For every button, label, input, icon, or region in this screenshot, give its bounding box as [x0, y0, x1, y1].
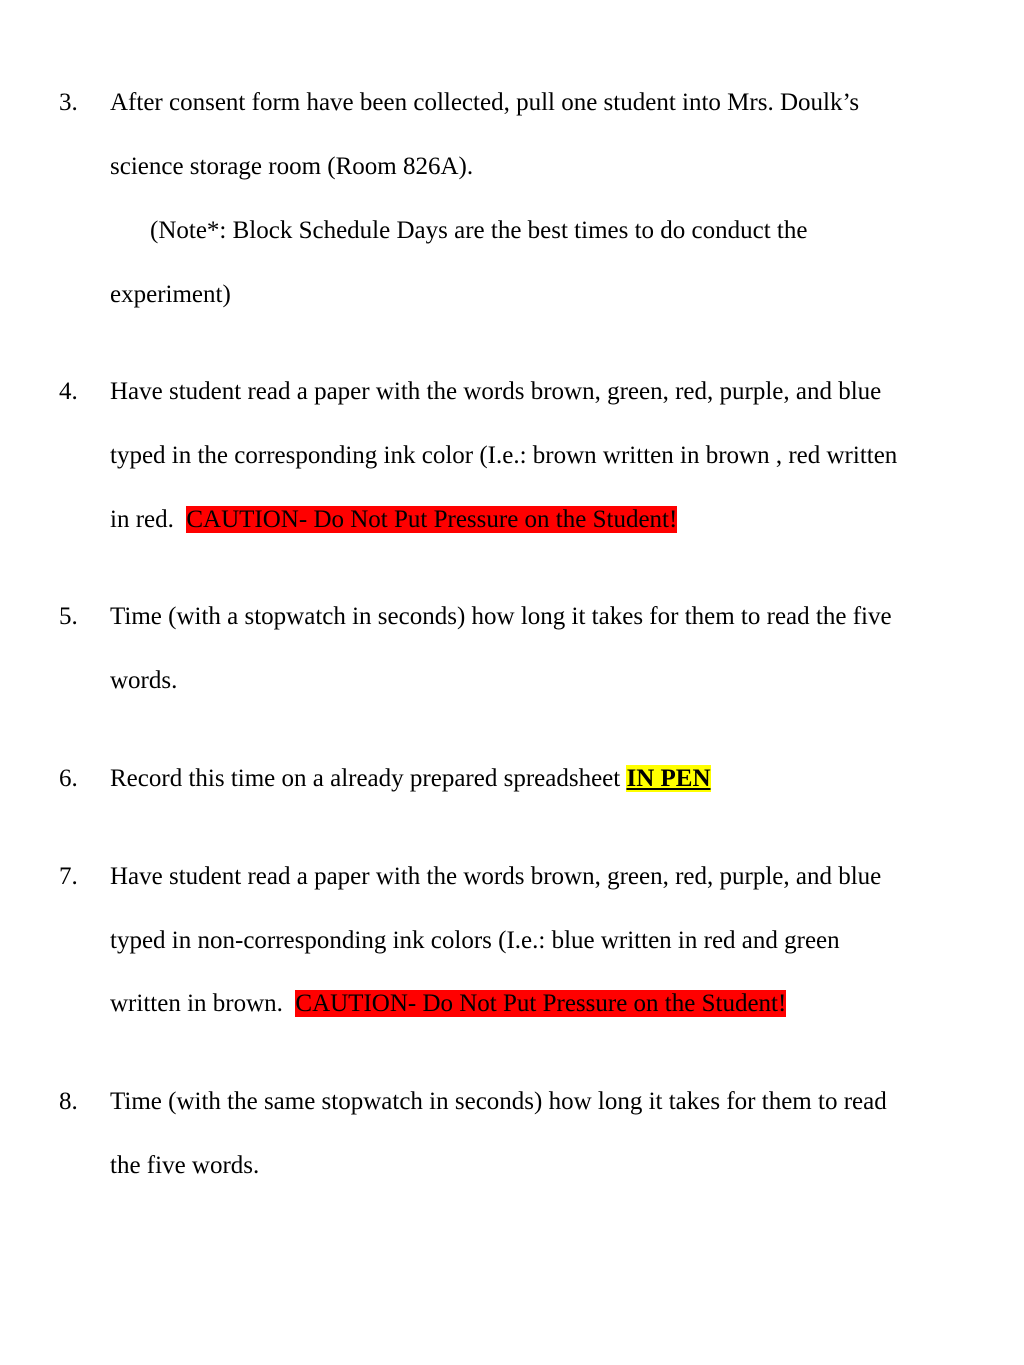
item-text-line: Time (with a stopwatch in seconds) how long it takes for them to read the five [110, 603, 892, 630]
item-text-line-with-emphasis [110, 764, 711, 794]
note-text-line: experiment) [110, 281, 231, 308]
item-text-line: typed in the corresponding ink color (I.e.: brown written in brown , red written [110, 442, 898, 469]
item-text-line-with-caution [110, 505, 677, 535]
caution-highlight: CAUTION- Do Not Put Pressure on the Student! [186, 506, 678, 533]
item-text: written in brown. [110, 990, 283, 1017]
item-text-line: Time (with the same stopwatch in seconds) how long it takes for them to read [110, 1088, 887, 1115]
in-pen-highlight: IN PEN [626, 765, 711, 792]
item-number: 5. [59, 603, 78, 630]
item-text-line: After consent form have been collected, pull one student into Mrs. Doulk’s [110, 89, 860, 116]
item-number: 6. [59, 765, 78, 792]
item-number: 3. [59, 89, 78, 116]
item-text-line-with-caution [110, 989, 786, 1019]
item-text-line: science storage room (Room 826A). [110, 153, 474, 180]
item-text-line: the five words. [110, 1152, 260, 1179]
note-text-line: (Note*: Block Schedule Days are the best times to do conduct the [150, 217, 808, 244]
item-text-line: Have student read a paper with the words brown, green, red, purple, and blue [110, 378, 882, 405]
caution-highlight: CAUTION- Do Not Put Pressure on the Student! [295, 990, 787, 1017]
item-text-line: typed in non-corresponding ink colors (I.e.: blue written in red and green [110, 927, 840, 954]
item-text-line: words. [110, 667, 178, 694]
item-number: 4. [59, 378, 78, 405]
item-number: 7. [59, 863, 78, 890]
item-number: 8. [59, 1088, 78, 1115]
item-text: in red. [110, 506, 174, 533]
item-text: Record this time on a already prepared spreadsheet [110, 765, 621, 792]
item-text-line: Have student read a paper with the words brown, green, red, purple, and blue [110, 863, 882, 890]
